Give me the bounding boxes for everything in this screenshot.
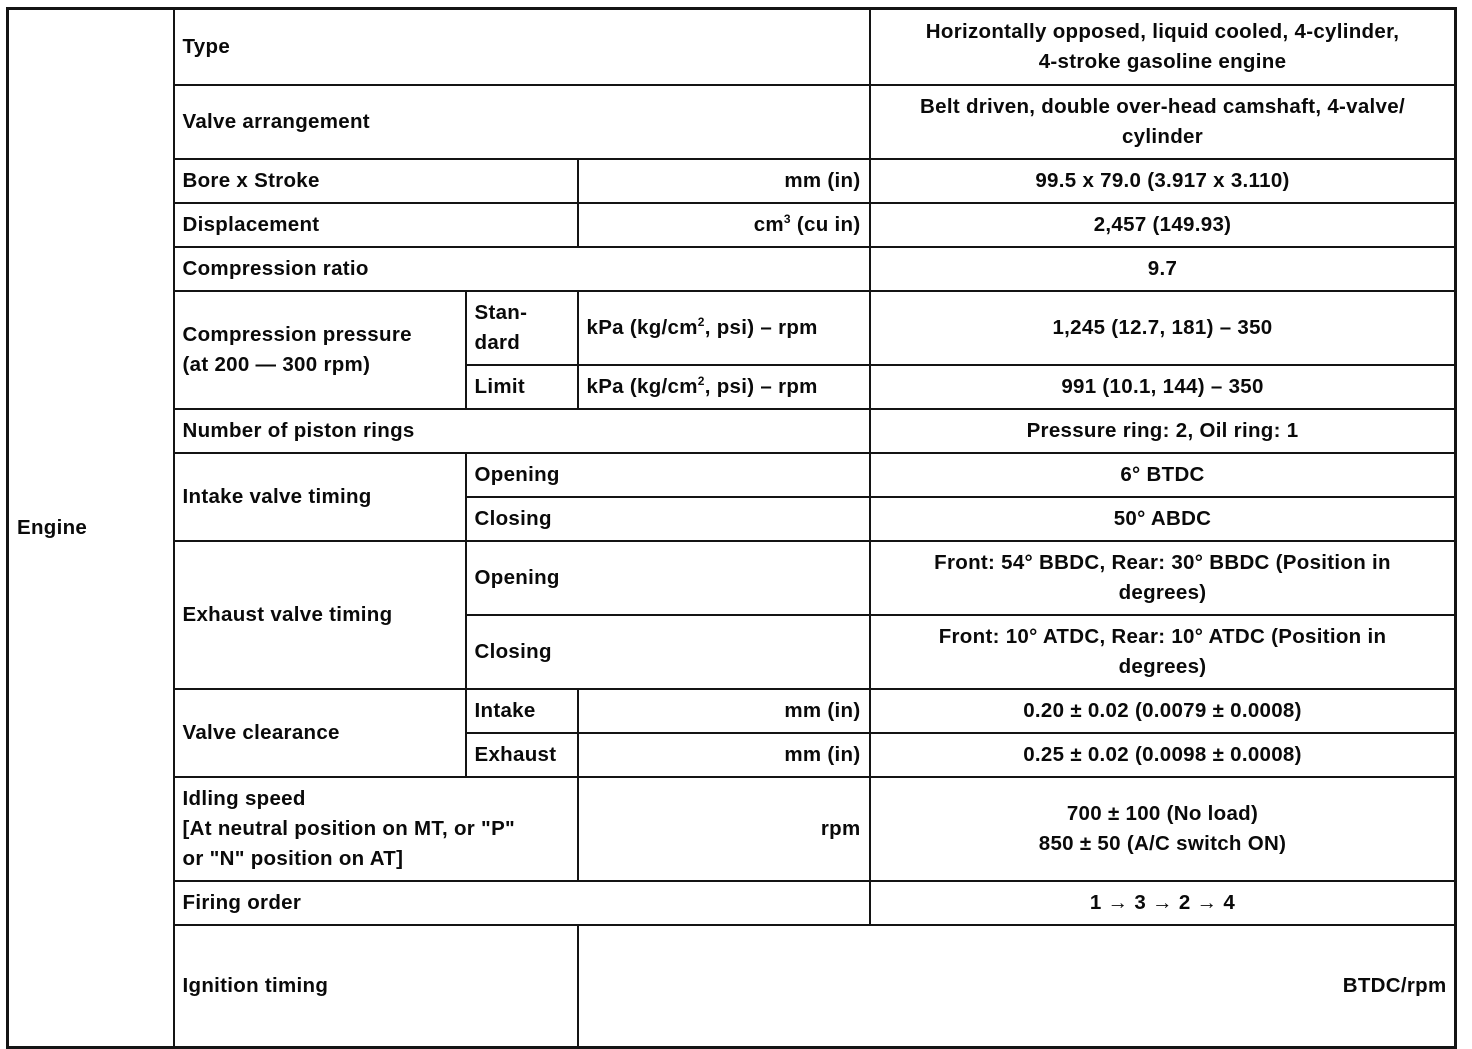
type-value: Horizontally opposed, liquid cooled, 4-cylinder, 4-stroke gasoline engine	[870, 9, 1456, 85]
bore-stroke-unit: mm (in)	[578, 159, 870, 203]
displacement-unit: $cm^3$ (cu in)	[578, 203, 870, 247]
row-compression-standard	[8, 291, 1456, 365]
valve-clearance-intake-unit: mm (in)	[578, 689, 870, 733]
idling-speed-value: 700 ± 100 (No load) 850 ± 50 (A/C switch ON)	[870, 777, 1456, 881]
row-bore-stroke	[8, 159, 1456, 203]
row-valve-arrangement	[8, 85, 1456, 159]
bore-stroke-value: 99.5 x 79.0 (3.917 x 3.110)	[870, 159, 1456, 203]
compression-ratio-value: 9.7	[870, 247, 1456, 291]
compression-standard-value: 1,245 (12.7, 181) – 350	[870, 291, 1456, 365]
row-valve-clearance-intake	[8, 689, 1456, 733]
idling-speed-label: Idling speed [At neutral position on MT, or "P" or "N" position on AT]	[174, 777, 578, 881]
idling-speed-unit: rpm	[578, 777, 870, 881]
intake-opening-value: 6° BTDC	[870, 453, 1456, 497]
firing-order-label: Firing order	[174, 881, 870, 925]
ignition-timing-unit: BTDC/rpm	[578, 925, 1456, 1048]
valve-arrangement-value: Belt driven, double over-head camshaft, 4-valve/ cylinder	[870, 85, 1456, 159]
compression-limit-value: 991 (10.1, 144) – 350	[870, 365, 1456, 409]
exhaust-timing-label: Exhaust valve timing	[174, 541, 466, 689]
compression-pressure-label: Compression pressure (at 200 — 300 rpm)	[174, 291, 466, 409]
intake-closing-value: 50° ABDC	[870, 497, 1456, 541]
compression-ratio-label: Compression ratio	[174, 247, 870, 291]
valve-clearance-exhaust-unit: mm (in)	[578, 733, 870, 777]
displacement-value: 2,457 (149.93)	[870, 203, 1456, 247]
valve-arrangement-label: Valve arrangement	[174, 85, 870, 159]
valve-clearance-label: Valve clearance	[174, 689, 466, 777]
compression-limit-unit: kPa ($kg/cm^2$, psi) – rpm	[578, 365, 870, 409]
valve-clearance-exhaust-label: Exhaust	[466, 733, 578, 777]
engine-group-label: Engine	[8, 9, 174, 1048]
row-idling-speed	[8, 777, 1456, 881]
row-type	[8, 9, 1456, 85]
exhaust-closing-label: Closing	[466, 615, 870, 689]
intake-closing-label: Closing	[466, 497, 870, 541]
type-label: Type	[174, 9, 870, 85]
valve-clearance-intake-value: 0.20 ± 0.02 (0.0079 ± 0.0008)	[870, 689, 1456, 733]
exhaust-opening-label: Opening	[466, 541, 870, 615]
row-firing-order	[8, 881, 1456, 925]
intake-timing-label: Intake valve timing	[174, 453, 466, 541]
firing-order-value: 1 → 3 → 2 → 4	[870, 881, 1456, 925]
displacement-label: Displacement	[174, 203, 578, 247]
piston-rings-value: Pressure ring: 2, Oil ring: 1	[870, 409, 1456, 453]
piston-rings-label: Number of piston rings	[174, 409, 870, 453]
bore-stroke-label: Bore x Stroke	[174, 159, 578, 203]
valve-clearance-exhaust-value: 0.25 ± 0.02 (0.0098 ± 0.0008)	[870, 733, 1456, 777]
exhaust-closing-value: Front: 10° ATDC, Rear: 10° ATDC (Position in degrees)	[870, 615, 1456, 689]
ignition-timing-label: Ignition timing	[174, 925, 578, 1048]
row-exhaust-opening	[8, 541, 1456, 615]
row-ignition-timing	[8, 925, 1456, 1048]
engine-spec-table	[6, 7, 1457, 1049]
intake-opening-label: Opening	[466, 453, 870, 497]
exhaust-opening-value: Front: 54° BBDC, Rear: 30° BBDC (Position in degrees)	[870, 541, 1456, 615]
compression-standard-unit: kPa ($kg/cm^2$, psi) – rpm	[578, 291, 870, 365]
row-intake-opening	[8, 453, 1456, 497]
compression-limit-label: Limit	[466, 365, 578, 409]
valve-clearance-intake-label: Intake	[466, 689, 578, 733]
row-displacement	[8, 203, 1456, 247]
row-compression-ratio	[8, 247, 1456, 291]
compression-standard-label: Stan- dard	[466, 291, 578, 365]
row-piston-rings	[8, 409, 1456, 453]
